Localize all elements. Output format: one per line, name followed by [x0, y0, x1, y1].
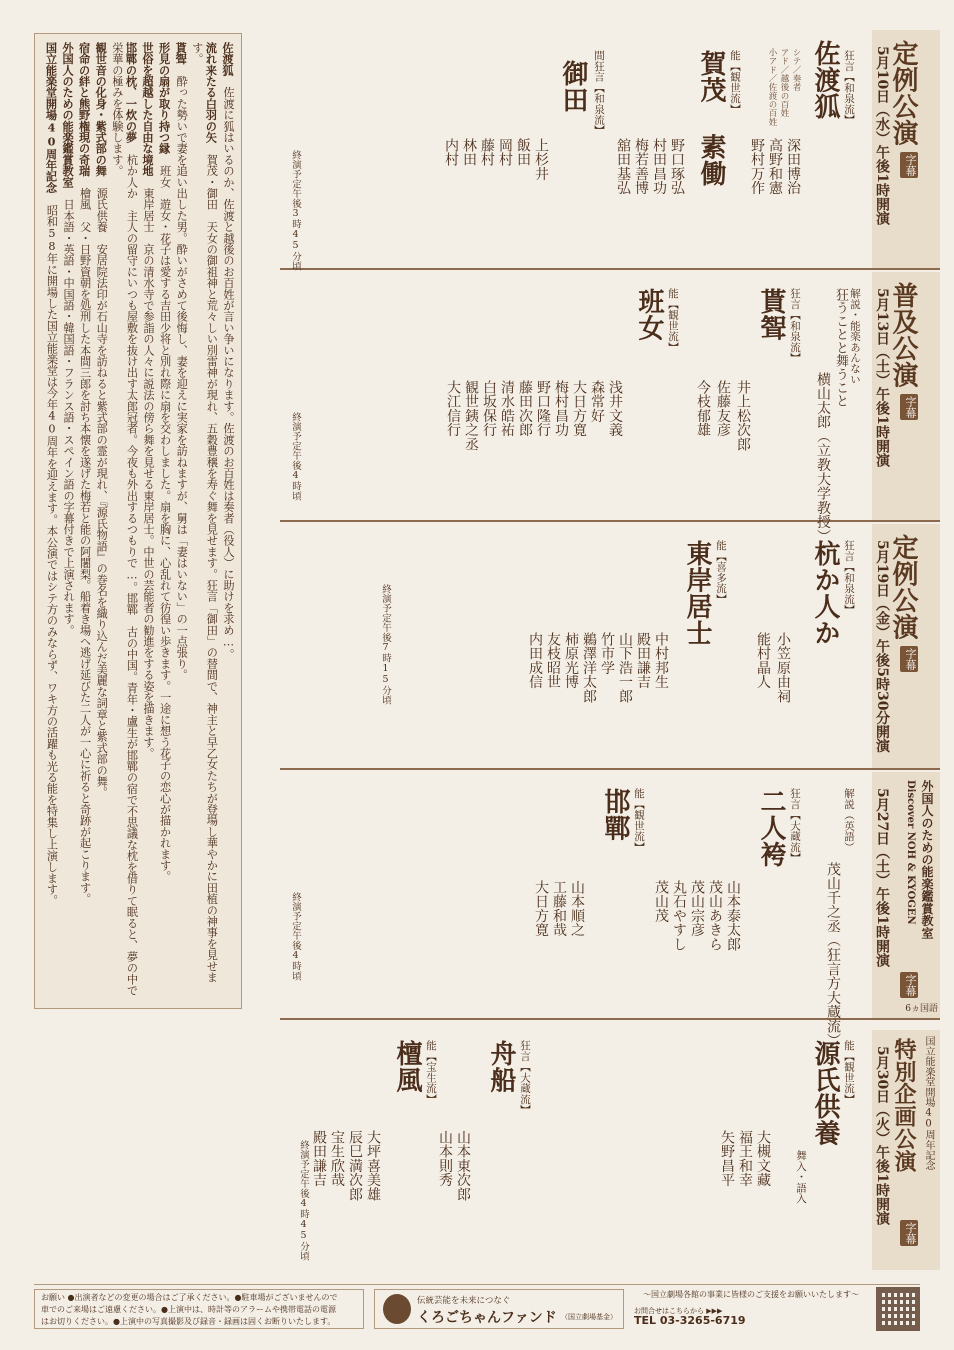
intro-block-title: 国立能楽堂開場40周年記念: [44, 42, 59, 194]
cast-name: 内田成信: [527, 632, 543, 690]
cast-name: 山本順之: [569, 880, 585, 938]
performance-title: 定例公演: [888, 534, 918, 641]
play-genre: 解説・能楽あんない: [849, 288, 861, 385]
cast-name: 大江信行: [445, 380, 461, 438]
cast-name: 大日方寛: [571, 380, 587, 438]
play-title: 班女: [634, 288, 664, 342]
intro-block-title: 宿命の絆と熊野権現の奇瑞: [77, 42, 92, 177]
play-genre: 間狂言【和泉流】: [593, 50, 605, 136]
cast-name: 深田博治: [785, 138, 801, 196]
cast-name: 内村: [443, 138, 459, 167]
cast-name: 辰巳満次郎: [347, 1130, 363, 1202]
cast-name: 山下浩一郎: [617, 632, 633, 704]
performance-pretitle: 国立能楽堂開場40周年記念: [923, 1036, 934, 1171]
cast-name: 柿原光博: [563, 632, 579, 690]
play-title: 源氏供養: [810, 1040, 840, 1147]
program-may19: [280, 524, 940, 770]
cast-name: 佐藤友彦: [715, 380, 731, 438]
intro-block: [157, 42, 172, 1002]
subtitle-badge: 字幕: [900, 152, 918, 178]
cast-name: 竹市学: [599, 632, 615, 675]
intro-panel: [34, 33, 242, 1009]
cast-name: 殿田謙吉: [311, 1130, 327, 1188]
subtitle-badge: 字幕: [900, 646, 918, 672]
performance-date: 5月19日（金）午後5時30分開演: [874, 540, 890, 753]
subtitle-badge: 字幕: [900, 1220, 918, 1246]
donation-message: 〜国立劇場各館の事業に皆様のご支援をお願いいたします〜: [643, 1290, 859, 1299]
end-time: 終演予定午後4時頃: [290, 412, 301, 501]
cast-name: 山本泰太郎: [725, 880, 741, 952]
cast-name: 梅村昌功: [553, 380, 569, 438]
end-time: 終演予定午後7時15分頃: [380, 584, 391, 705]
play-title: 賀茂 素働: [696, 50, 726, 187]
cast-name: 飯田: [515, 138, 531, 167]
notice-line: お願い ●出演者などの変更の場合はご了承ください。●駐車場がございませんので: [41, 1293, 338, 1302]
cast-name: 茂山宗彦: [689, 880, 705, 938]
play-title: 杭か人か: [810, 540, 840, 647]
intro-block-title: 外国人のための能楽鑑賞教室: [61, 42, 76, 188]
intro-block-title: 貰聟: [174, 42, 189, 65]
play-title: 舟船: [486, 1040, 516, 1094]
cast-name: 横山太郎（立教大学教授）: [815, 372, 831, 544]
play-genre: 能【観世流】: [843, 1040, 855, 1105]
cast-name: 梅若善博: [633, 138, 649, 196]
cast-name: 工藤和哉: [551, 880, 567, 938]
subtitle-badge: 字幕: [900, 394, 918, 420]
program-may10: [280, 30, 940, 270]
play-title: 狂うことと舞うこと: [833, 288, 848, 408]
cast-name: 大槻文藏: [755, 1130, 771, 1188]
program-may30: [280, 1030, 940, 1270]
performance-title: 定例公演: [888, 40, 918, 147]
fund-org: （国立劇場基金）: [561, 1313, 617, 1321]
intro-block-title: 観世音の化身・紫式部の舞: [94, 42, 109, 177]
intro-block-title: 世俗を超越した自由な境地: [141, 42, 156, 177]
cast-name: 観世銕之丞: [463, 380, 479, 452]
cast-name: 山本則秀: [437, 1130, 453, 1188]
program-may27: [280, 772, 940, 1048]
intro-block-title: 邯鄲の枕、一炊の夢: [124, 42, 139, 143]
role-label: シテ／奏者: [791, 48, 801, 92]
performance-date: 5月27日（土）午後1時開演: [874, 788, 890, 967]
play-title: 御田: [558, 60, 588, 114]
play-title: 檀風: [392, 1040, 422, 1094]
performance-title: 外国人のための能楽鑑賞教室: [920, 780, 934, 940]
performance-date: 5月10日（水）午後1時開演: [874, 46, 890, 225]
notice-line: 車でのご来場はご遠慮ください。●上演中は、時計等のアラームや携帯電話の電源: [41, 1305, 336, 1314]
cast-name: 茂山千之丞（狂言方大蔵流）: [825, 862, 841, 1048]
cast-name: 藤田次郎: [517, 380, 533, 438]
role-label: 小アド／佐渡の百姓: [767, 48, 777, 127]
intro-text: [39, 42, 235, 1002]
intro-block: [220, 42, 235, 1002]
cast-name: 野口隆行: [535, 380, 551, 438]
inquiry-label: お問合せはこちらから ▶▶▶: [634, 1307, 723, 1315]
cast-name: 鵜澤洋太郎: [581, 632, 597, 704]
end-time: 終演予定午後4時頃: [290, 892, 301, 981]
play-genre: 能【喜多流】: [715, 540, 727, 605]
play-genre: 狂言【和泉流】: [843, 540, 855, 615]
intro-block-text: 源氏供養 安居院法印が石山寺を訪ねると紫式部の霊が現れ、『源氏物語』の巻名を織り込んだ美麗な詞章と紫式部の舞。: [95, 176, 109, 799]
cast-name: 岡村: [497, 138, 513, 167]
play-title: 東岸居士: [682, 540, 712, 647]
intro-block: [110, 42, 138, 1002]
play-genre: 解説（英語）: [843, 788, 855, 853]
intro-block-text: 日本語・英語・中国語・韓国語・フランス語・スペイン語の字幕付きで上演されます。: [62, 187, 76, 636]
fund-tagline: 伝統芸能を未来につなぐ: [417, 1296, 511, 1306]
play-title: 佐渡狐: [810, 40, 840, 120]
play-genre: 能【宝生流】: [425, 1040, 437, 1105]
performance-title: 特別企画公演: [891, 1038, 917, 1173]
play-genre: 能【観世流】: [633, 788, 645, 853]
fund-name: くろごちゃんファンド: [417, 1310, 557, 1326]
cast-name: 今枝郁雄: [695, 380, 711, 438]
cast-name: 矢野昌平: [719, 1130, 735, 1188]
end-time: 終演予定午後4時45分頃: [298, 1140, 309, 1261]
role-label: アド／越後の百姓: [779, 48, 789, 118]
phone-number[interactable]: TEL 03-3265-6719: [634, 1314, 746, 1327]
intro-block-text: 檜風 父・日野資朝を処刑した本間三郎を討ち本懐を遂げた梅若と能の阿闍梨。船着き場へ逃げ延びた二人が一心に祈ると奇跡が起こります。: [78, 176, 92, 905]
intro-block: [44, 42, 59, 1002]
notice-line: はお切りください。●上演中の写真撮影及び録音・録画は固くお断りいたします。: [41, 1317, 336, 1326]
cast-name: 浅井文義: [607, 380, 623, 438]
cast-name: 茂山あきら: [707, 880, 723, 952]
cast-name: 清水皓祐: [499, 380, 515, 438]
intro-block-title: 流れ来たる白羽の矢: [204, 42, 219, 143]
cast-name: 小笠原由祠: [775, 632, 791, 704]
intro-block-text: 酔った勢いで妻を追い出した男。酔いがさめて後悔し、妻を迎えに実家を訪ねますが、舅は「妻はいない」の一点張り。: [175, 64, 189, 681]
subtitle-badge: 字幕: [900, 972, 918, 998]
cast-name: 村田昌功: [651, 138, 667, 196]
intro-block: [174, 42, 189, 1002]
end-time: 終演予定午後3時45分頃: [290, 150, 301, 271]
performance-date: 5月13日（土）午後1時開演: [874, 288, 890, 467]
cast-name: 白坂保行: [481, 380, 497, 438]
cast-name: 野口琢弘: [669, 138, 685, 196]
performance-title: 普及公演: [888, 282, 918, 389]
play-genre: 狂言【和泉流】: [843, 50, 855, 125]
intro-block-text: 東岸居士 京の清水寺で参詣の人々に説法の傍ら舞を見せる東岸居士。中世の芸能者の勧進をする姿を描きます。: [142, 176, 156, 759]
cast-name: 能村晶人: [755, 632, 771, 690]
language-note: 6ヵ国語: [905, 1004, 938, 1014]
play-title: 邯鄲: [600, 788, 630, 842]
kurogo-mascot-icon: [383, 1294, 411, 1324]
intro-block-title: 佐渡狐: [221, 42, 235, 76]
intro-block: [94, 42, 109, 1002]
intro-block-text: 賀茂・御田 天女の御祖神と荒々しい別雷神が現れ、五穀豊穣を寿ぐ舞を見せます。狂言「御田」の替間で、神主と早乙女たちが登場し華やかに田植の神事を見せます。: [190, 42, 219, 983]
cast-name: 宝生欣哉: [329, 1130, 345, 1188]
cast-name: 山本東次郎: [455, 1130, 471, 1202]
cast-name: 友枝昭世: [545, 632, 561, 690]
cast-name: 中村邦生: [653, 632, 669, 690]
cast-name: 上杉井: [533, 138, 549, 181]
intro-block: [190, 42, 218, 1002]
performance-subtitle: Discover NOH & KYOGEN: [905, 780, 916, 925]
cast-name: 高野和憲: [767, 138, 783, 196]
donation-info: [634, 1289, 868, 1329]
intro-block: [77, 42, 92, 1002]
cast-name: 大日方寛: [533, 880, 549, 938]
cast-name: 井上松次郎: [735, 380, 751, 452]
cast-name: 野村万作: [749, 138, 765, 196]
cast-name: 丸石やすし: [671, 880, 687, 952]
cast-name: 藤村: [479, 138, 495, 167]
play-title: 貰聟: [756, 288, 786, 342]
play-genre: 狂言【和泉流】: [789, 288, 801, 363]
cast-name: 林田: [461, 138, 477, 167]
qr-code-icon[interactable]: [876, 1287, 920, 1331]
cast-name: 茂山茂: [653, 880, 669, 923]
notice-box: [34, 1289, 364, 1329]
play-genre: 能【観世流】: [667, 288, 679, 353]
cast-name: 大坪喜美雄: [365, 1130, 381, 1202]
play-title: 二人袴: [756, 788, 786, 868]
cast-name: 森常好: [589, 380, 605, 423]
intro-block-text: 昭和58年に開場した国立能楽堂は今年40周年を迎えます。本公演ではシテ方のみならず、ワキ方の活躍も光る能を特集し上演します。: [45, 193, 59, 907]
play-genre: 能【観世流】: [729, 50, 741, 115]
program-may13: [280, 272, 940, 544]
intro-block-title: 形見の扇が取り持つ縁: [157, 42, 172, 154]
intro-block: [140, 42, 155, 1002]
intro-block-text: 班女 遊女・花子は愛する吉田少将と別れ際に扇を交わしました。扇を胸に、心乱れて彷徨い歩きます。一途に想う花子の恋心が描かれます。: [158, 154, 172, 882]
intro-block-text: 佐渡に狐はいるのか、佐渡と越後のお百姓が言い争いになります。佐渡のお百姓は奏者（役人）に助けを求め…。: [222, 75, 235, 660]
intro-block: [60, 42, 75, 1002]
play-genre: 狂言【大蔵流】: [789, 788, 801, 863]
play-subtitle: 舞入・語入: [795, 1150, 807, 1204]
cast-name: 殿田謙吉: [635, 632, 651, 690]
footer: [34, 1284, 920, 1332]
performance-date: 5月30日（火）午後1時開演: [874, 1046, 890, 1225]
cast-name: 舘田基弘: [615, 138, 631, 196]
cast-name: 福王和幸: [737, 1130, 753, 1188]
fund-banner[interactable]: [374, 1289, 624, 1329]
play-genre: 狂言【大蔵流】: [519, 1040, 531, 1115]
intro-block-text: 杭か人か 主人の留守にいつも屋敷を抜け出す太郎冠者。今夜も外出するつもりで…。邯鄲 古の中国。青年・盧生が邯鄲の宿で不思議な枕を借りて眠ると、夢の中で栄華の極みを体験します。: [110, 42, 139, 996]
